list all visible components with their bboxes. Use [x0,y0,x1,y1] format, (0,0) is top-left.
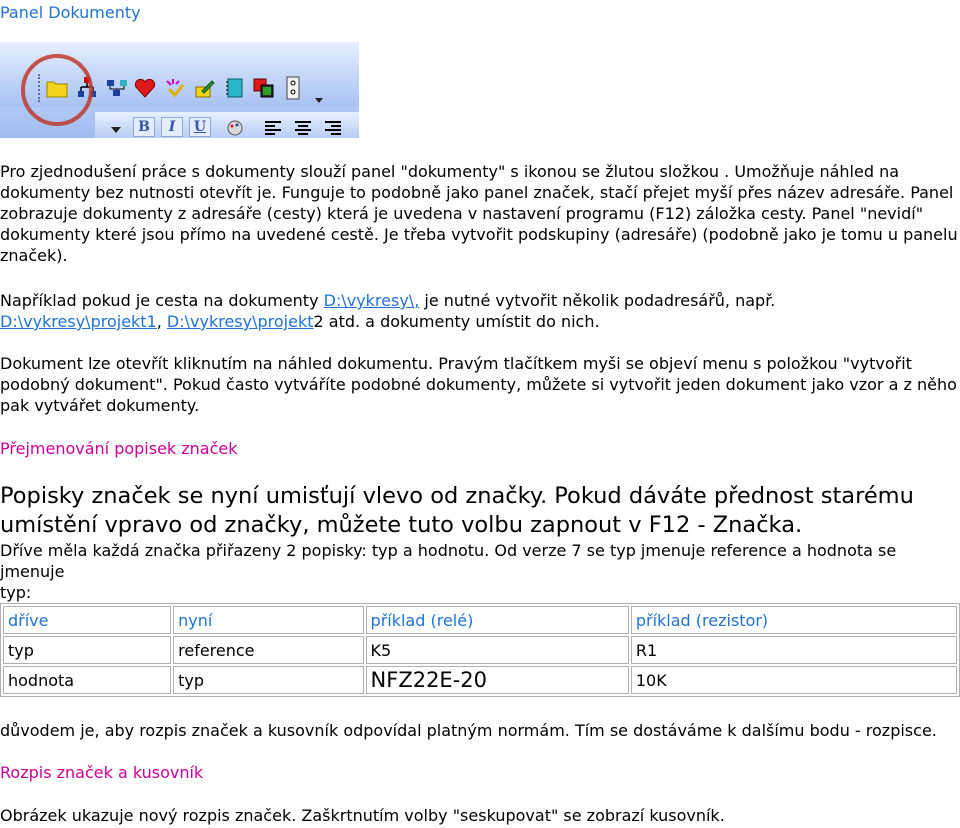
text-line [0,290,775,311]
table-row [3,666,957,694]
path-link-projekt[interactable]: D:\vykresy\projekt [166,312,314,331]
text-line: značek). [0,246,68,265]
chevron-down-icon[interactable] [314,94,324,106]
table-cell: typ [3,636,171,664]
table-cell: R1 [631,636,957,664]
text-line: typ: [0,583,32,602]
table-cell: 10K [631,666,957,694]
align-center-icon[interactable] [294,120,312,136]
text-line: Popisky značek se nyní umisťují vlevo od značky. Pokud dáváte přednost starému [0,483,914,509]
table-cell: hodnota [3,666,171,694]
table-cell: typ [173,666,363,694]
text-line [0,311,775,332]
network-icon[interactable] [106,78,128,98]
paragraph-image-note: Obrázek ukazuje nový rozpis značek. Zaškrtnutím volby "seskupovat" se zobrazí kusovník. [0,806,725,825]
paragraph-intro [0,161,958,266]
text-line: pak vytvářet dokumenty. [0,396,200,415]
text-fragment: Například pokud je cesta na dokumenty [0,291,324,310]
table-header-cell: příklad (rezistor) [631,606,957,634]
text-line: Pro zjednodušení práce s dokumenty slouží panel "dokumenty" s ikonou se žlutou složkou . Umožňuje náhled na [0,162,900,181]
align-right-icon[interactable] [324,120,342,136]
highlight-circle [21,54,93,126]
edit-icon[interactable] [194,77,216,99]
dropdown-arrow-icon[interactable] [110,125,122,135]
toolbar-screenshot [0,42,359,138]
text-fragment: 2 atd. a dokumenty umístit do nich. [313,312,600,331]
table-cell: reference [173,636,363,664]
sparkle-icon[interactable] [164,77,186,99]
text-fragment: , [156,312,167,331]
table-cell: NFZ22E-20 [366,666,629,694]
label-table [0,603,960,697]
paint-icon[interactable] [226,119,244,137]
italic-button[interactable]: I [161,117,183,137]
table-cell: K5 [366,636,629,664]
section-title-prejmenovani: Přejmenování popisek značek [0,439,238,458]
heart-icon[interactable] [134,77,156,99]
text-fragment: je nutné vytvořit několik podadresářů, např. [419,291,776,310]
align-left-icon[interactable] [264,120,282,136]
text-line: zobrazuje dokumenty z adresáře (cesty) která je uvedena v nastavení programu (F12) záložka cesty. Panel "nevidí" [0,204,924,223]
paragraph-open-document [0,353,957,416]
notebook-icon[interactable] [224,77,246,99]
text-line: umístění vpravo od značky, můžete tuto volbu zapnout v F12 - Značka. [0,512,803,538]
path-link-projekt1[interactable]: D:\vykresy\projekt1 [0,312,157,331]
text-line: podobný dokument". Pokud často vytváříte podobné dokumenty, můžete si vytvořit jeden dokument jako vzor a z něho [0,375,957,394]
text-line: dokumenty které jsou přímo na uvedené cestě. Je třeba vytvořit podskupiny (adresáře) (podobně jako je tomu u panelu [0,225,958,244]
layers-icon[interactable] [252,77,276,99]
table-header-cell: příklad (relé) [366,606,629,634]
table-header-cell: nyní [173,606,363,634]
path-link-vykresy[interactable]: D:\vykresy\, [323,291,420,310]
table-row [3,636,957,664]
bold-button[interactable]: B [133,117,155,137]
text-line: Dokument lze otevřít kliknutím na náhled dokumentu. Pravým tlačítkem myši se objeví menu s položkou "vytvořit [0,354,912,373]
section-title-rozpis: Rozpis značek a kusovník [0,763,204,782]
component-icon[interactable] [284,76,302,100]
paragraph-reason: důvodem je, aby rozpis značek a kusovník odpovídal platným normám. Tím se dostáváme k dalšímu bodu - rozpisce. [0,721,937,740]
table-header-row [3,606,957,634]
big-notice [0,482,914,540]
table-header-cell: dříve [3,606,171,634]
text-line: dokumenty bez nutnosti otevřít je. Funguje to podobně jako panel značek, stačí přejet myší přes název adresáře. Panel [0,183,954,202]
paragraph-labels [0,540,960,603]
paragraph-paths [0,290,775,332]
section-title-panel-dokumenty: Panel Dokumenty [0,3,141,22]
text-line: Dříve měla každá značka přiřazeny 2 popisky: typ a hodnotu. Od verze 7 se typ jmenuje reference a hodnota se jmenuje [0,541,897,581]
underline-button[interactable]: U [189,117,211,137]
